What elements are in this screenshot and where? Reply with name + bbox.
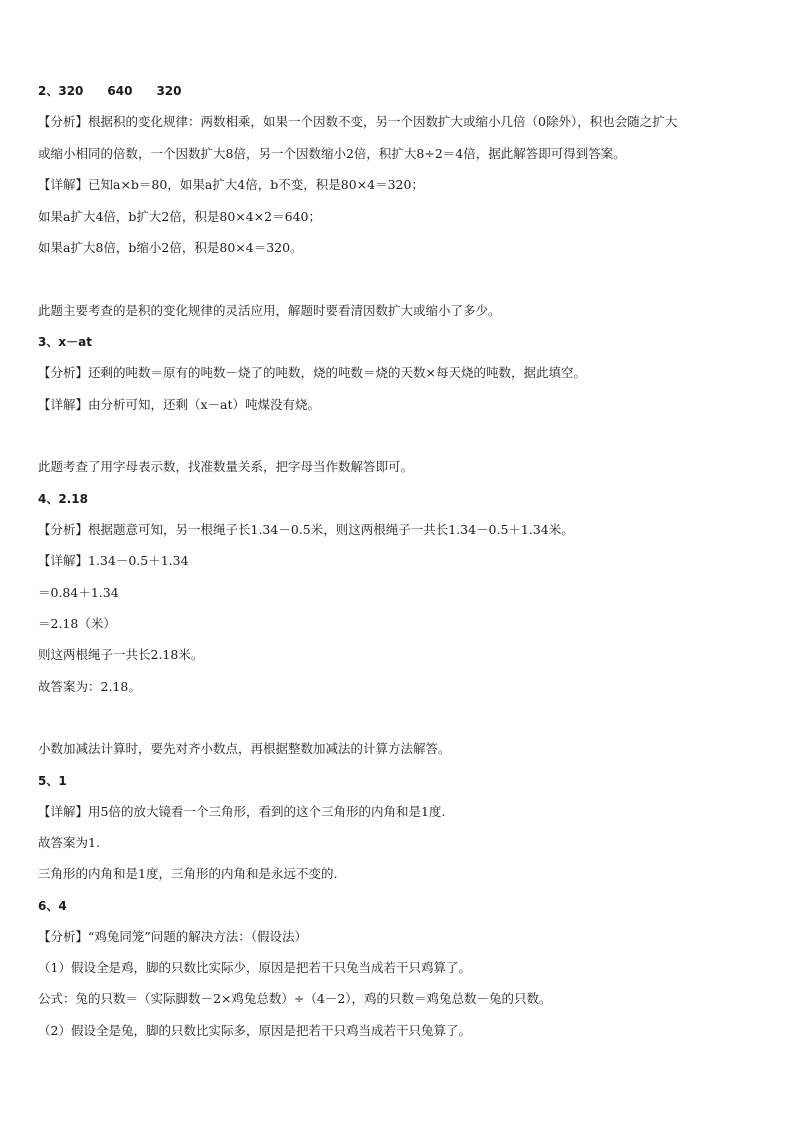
analysis-2-line-2: 或缩小相同的倍数，一个因数扩大8倍，另一个因数缩小2倍，积扩大8÷2＝4倍，据此解答即可得到答案。	[38, 146, 626, 161]
answer-5-heading: 5、1	[38, 774, 67, 788]
answer-6-heading: 6、4	[38, 899, 67, 913]
analysis-6-line-4: （2）假设全是兔，脚的只数比实际多，原因是把若干只鸡当成若干只兔算了。	[38, 1023, 471, 1038]
comment-3: 此题考查了用字母表示数，找准数量关系，把字母当作数解答即可。	[38, 459, 414, 474]
comment-2: 此题主要考查的是积的变化规律的灵活应用，解题时要看清因数扩大或缩小了多少。	[38, 303, 501, 318]
comment-4: 小数加减法计算时，要先对齐小数点，再根据整数加减法的计算方法解答。	[38, 741, 451, 756]
detail-2-line-3: 如果a扩大8倍，b缩小2倍，积是80×4＝320。	[38, 240, 303, 255]
analysis-3: 【分析】还剩的吨数＝原有的吨数－烧了的吨数，烧的吨数＝烧的天数×每天烧的吨数，据此填空。	[38, 365, 586, 380]
analysis-6-line-2: （1）假设全是鸡，脚的只数比实际少，原因是把若干只兔当成若干只鸡算了。	[38, 960, 471, 975]
detail-4-line-4: 则这两根绳子一共长2.18米。	[38, 647, 204, 662]
analysis-4: 【分析】根据题意可知，另一根绳子长1.34－0.5米，则这两根绳子一共长1.34－0.5＋1.34米。	[38, 522, 574, 537]
answer-3-heading: 3、x－at	[38, 335, 92, 349]
analysis-2-line-1: 【分析】根据积的变化规律：两数相乘，如果一个因数不变，另一个因数扩大或缩小几倍（0除外），积也会随之扩大	[38, 114, 678, 129]
analysis-6-line-1: 【分析】“鸡兔同笼”问题的解决方法：（假设法）	[38, 929, 308, 944]
detail-2-line-1: 【详解】已知a×b＝80，如果a扩大4倍，b不变，积是80×4＝320；	[38, 177, 424, 192]
detail-3: 【详解】由分析可知，还剩（x－at）吨煤没有烧。	[38, 397, 321, 412]
answer-4-heading: 4、2.18	[38, 492, 88, 506]
detail-5: 【详解】用5倍的放大镜看一个三角形，看到的这个三角形的内角和是1度.	[38, 804, 446, 819]
analysis-6-line-3: 公式：兔的只数＝（实际脚数－2×鸡兔总数）÷（4－2），鸡的只数＝鸡兔总数－兔的只数。	[38, 991, 552, 1006]
answer-5-conclusion: 故答案为1.	[38, 835, 100, 850]
detail-4-line-2: ＝0.84＋1.34	[38, 585, 119, 600]
answer-2-heading: 2、320 640 320	[38, 84, 182, 98]
detail-2-line-2: 如果a扩大4倍，b扩大2倍，积是80×4×2＝640；	[38, 209, 321, 224]
comment-5: 三角形的内角和是1度，三角形的内角和是永远不变的.	[38, 866, 338, 881]
detail-4-line-1: 【详解】1.34－0.5＋1.34	[38, 553, 189, 568]
detail-4-line-3: ＝2.18（米）	[38, 616, 116, 631]
detail-4-line-5: 故答案为：2.18。	[38, 679, 141, 694]
